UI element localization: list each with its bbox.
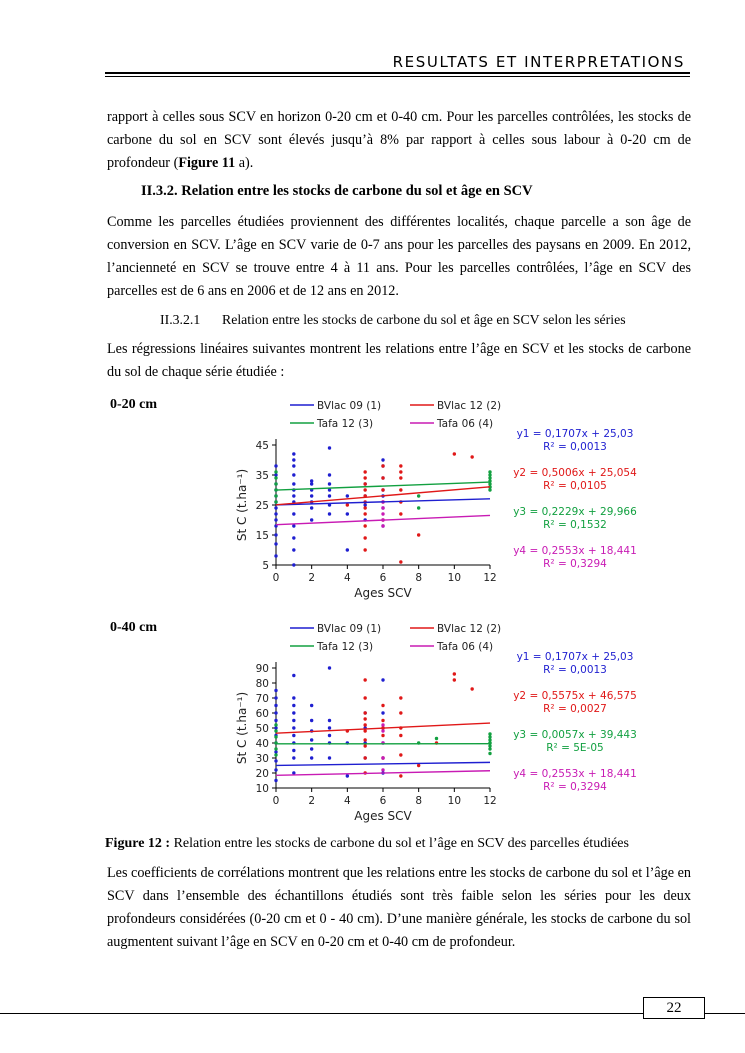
data-point (488, 735, 491, 738)
r-squared: R² = 0,0013 (543, 664, 607, 676)
data-point (292, 696, 295, 699)
x-tick-label: 4 (343, 795, 351, 807)
data-point (399, 734, 402, 737)
data-point (274, 711, 277, 714)
data-point (488, 473, 491, 476)
data-point (310, 738, 313, 741)
data-point (292, 771, 295, 774)
data-point (310, 704, 313, 707)
data-point (363, 512, 366, 515)
data-point (381, 768, 384, 771)
paragraph-1 (107, 106, 691, 175)
data-point (274, 554, 277, 557)
data-point (381, 729, 384, 732)
data-point (292, 719, 295, 722)
paragraph-1-text: rapport à celles sous SCV en horizon 0-20 cm et 0-40 cm. Pour les parcelles contrôlées, les stocks de carbone du sol en SCV sont élevés jusqu’à 8% par rapport à celles sous labour à 0-20 cm de profondeur ( (107, 109, 691, 171)
data-point (381, 723, 384, 726)
data-point (399, 464, 402, 467)
header-rule-thin (105, 76, 690, 77)
data-point (310, 494, 313, 497)
data-point (381, 704, 384, 707)
data-point (274, 518, 277, 521)
data-point (328, 719, 331, 722)
data-point (274, 719, 277, 722)
data-point (328, 473, 331, 476)
x-tick-label: 0 (272, 795, 280, 807)
data-point (274, 482, 277, 485)
y-tick-label: 30 (255, 753, 269, 765)
data-point (363, 503, 366, 506)
data-point (310, 506, 313, 509)
y-tick-label: 45 (255, 440, 269, 452)
data-point (488, 752, 491, 755)
data-point (292, 482, 295, 485)
x-tick-label: 6 (379, 795, 387, 807)
legend-label: BVlac 12 (2) (437, 623, 502, 635)
x-tick-label: 10 (447, 572, 462, 584)
data-point (363, 482, 366, 485)
data-point (292, 464, 295, 467)
data-point (346, 548, 349, 551)
data-point (310, 747, 313, 750)
data-point (399, 560, 402, 563)
x-tick-label: 2 (308, 795, 316, 807)
y-tick-label: 70 (255, 693, 269, 705)
data-point (292, 734, 295, 737)
y-tick-label: 5 (262, 560, 269, 572)
data-point (346, 512, 349, 515)
data-point (417, 764, 420, 767)
data-point (363, 717, 366, 720)
data-point (470, 455, 473, 458)
data-point (274, 696, 277, 699)
data-point (328, 494, 331, 497)
r-squared: R² = 0,1532 (543, 519, 607, 531)
regression-equation: y2 = 0,5006x + 25,054 (513, 467, 637, 479)
x-tick-label: 12 (483, 572, 497, 584)
data-point (435, 737, 438, 740)
x-tick-label: 8 (415, 795, 423, 807)
data-point (292, 674, 295, 677)
x-tick-label: 2 (308, 572, 316, 584)
regression-equation: y4 = 0,2553x + 18,441 (513, 768, 637, 780)
y-tick-label: 25 (255, 500, 269, 512)
data-point (274, 542, 277, 545)
legend-label: BVlac 09 (1) (317, 400, 382, 412)
y-tick-label: 35 (255, 470, 269, 482)
data-point (274, 729, 277, 732)
data-point (274, 473, 277, 476)
r-squared: R² = 0,3294 (543, 781, 607, 793)
r-squared: R² = 0,0013 (543, 441, 607, 453)
data-point (363, 678, 366, 681)
r-squared: R² = 0,0027 (543, 703, 607, 715)
y-tick-label: 60 (255, 708, 269, 720)
depth-label-0-40: 0-40 cm (110, 620, 158, 635)
data-point (363, 470, 366, 473)
data-point (381, 524, 384, 527)
data-point (363, 696, 366, 699)
x-tick-label: 12 (483, 795, 497, 807)
caption-text: Relation entre les stocks de carbone du sol et l’âge en SCV des parcelles étudiées (170, 836, 629, 851)
data-point (274, 506, 277, 509)
paragraph-1-end: a). (235, 155, 254, 171)
trend-line (276, 762, 490, 765)
data-point (292, 524, 295, 527)
x-tick-label: 10 (447, 795, 462, 807)
data-point (417, 506, 420, 509)
caption-label: Figure 12 : (105, 836, 171, 851)
y-tick-label: 40 (255, 738, 269, 750)
x-axis-label: Ages SCV (354, 809, 412, 823)
data-point (328, 446, 331, 449)
data-point (274, 723, 277, 726)
chart-0-40cm (230, 618, 660, 833)
data-point (488, 747, 491, 750)
data-point (381, 506, 384, 509)
data-point (488, 744, 491, 747)
paragraph-2: Comme les parcelles étudiées proviennent des différentes localités, chaque parcelle a son âge de conversion en SCV. L’âge en SCV varie de 0-7 ans pour les parcelles des paysans en 2009. En 2012, l’ancienneté en SCV se trouve entre 4 à 11 ans. Pour les parcelles contrôlées, l’âge en SCV des parcelles est de 6 ans en 2006 et de 12 ans en 2012. (107, 214, 691, 299)
scatter-chart-0-20 (230, 395, 660, 610)
data-point (399, 512, 402, 515)
data-point (363, 711, 366, 714)
data-point (274, 704, 277, 707)
data-point (346, 494, 349, 497)
data-point (274, 747, 277, 750)
data-point (417, 533, 420, 536)
data-point (328, 734, 331, 737)
data-point (292, 711, 295, 714)
x-tick-label: 0 (272, 572, 280, 584)
data-point (292, 726, 295, 729)
y-tick-label: 80 (255, 678, 269, 690)
data-point (381, 734, 384, 737)
data-point (363, 756, 366, 759)
data-point (328, 726, 331, 729)
data-point (310, 719, 313, 722)
section-heading: II.3.2. Relation entre les stocks de carbone du sol et âge en SCV (141, 183, 533, 199)
data-point (453, 452, 456, 455)
data-point (274, 464, 277, 467)
y-axis-label: St C (t.ha⁻¹) (235, 691, 249, 765)
data-point (328, 512, 331, 515)
data-point (310, 518, 313, 521)
figure-11-ref: Figure 11 (178, 155, 236, 171)
data-point (292, 494, 295, 497)
legend-label: Tafa 06 (4) (437, 418, 494, 430)
data-point (328, 482, 331, 485)
scatter-chart-0-40 (230, 618, 660, 833)
data-point (292, 473, 295, 476)
header-title: RESULTATS ET INTERPRETATIONS (392, 53, 685, 71)
data-point (381, 476, 384, 479)
data-point (363, 729, 366, 732)
data-point (363, 506, 366, 509)
r-squared: R² = 5E-05 (546, 742, 604, 754)
data-point (381, 458, 384, 461)
data-point (274, 750, 277, 753)
data-point (381, 711, 384, 714)
legend-label: Tafa 12 (3) (317, 641, 374, 653)
regression-equation: y3 = 0,0057x + 39,443 (513, 729, 637, 741)
subsection-number: II.3.2.1 (160, 312, 201, 327)
x-tick-label: 6 (379, 572, 387, 584)
data-point (292, 756, 295, 759)
x-axis-label: Ages SCV (354, 586, 412, 600)
data-point (292, 704, 295, 707)
data-point (381, 678, 384, 681)
trend-line (276, 515, 490, 524)
data-point (292, 749, 295, 752)
y-tick-label: 50 (255, 723, 269, 735)
y-tick-label: 90 (255, 663, 269, 675)
data-point (470, 687, 473, 690)
page-number: 22 (643, 997, 705, 1019)
data-point (363, 524, 366, 527)
data-point (274, 689, 277, 692)
data-point (381, 464, 384, 467)
regression-equation: y2 = 0,5575x + 46,575 (513, 690, 637, 702)
data-point (381, 488, 384, 491)
legend-label: Tafa 12 (3) (317, 418, 374, 430)
data-point (292, 512, 295, 515)
y-axis-label: St C (t.ha⁻¹) (235, 468, 249, 542)
regression-equation: y1 = 0,1707x + 25,03 (516, 428, 634, 440)
subsection-heading (160, 312, 626, 328)
footer-rule (0, 1013, 745, 1014)
data-point (310, 756, 313, 759)
chart-0-20cm (230, 395, 660, 610)
data-point (488, 738, 491, 741)
data-point (346, 503, 349, 506)
data-point (363, 738, 366, 741)
data-point (274, 494, 277, 497)
data-point (292, 548, 295, 551)
data-point (399, 711, 402, 714)
data-point (488, 470, 491, 473)
y-tick-label: 10 (255, 783, 269, 795)
regression-equation: y3 = 0,2229x + 29,966 (513, 506, 637, 518)
data-point (363, 744, 366, 747)
regression-equation: y4 = 0,2553x + 18,441 (513, 545, 637, 557)
data-point (399, 753, 402, 756)
data-point (292, 452, 295, 455)
data-point (363, 723, 366, 726)
data-point (381, 719, 384, 722)
data-point (274, 512, 277, 515)
data-point (399, 476, 402, 479)
depth-label-0-20: 0-20 cm (110, 397, 158, 412)
y-tick-label: 15 (255, 530, 269, 542)
subsection-title: Relation entre les stocks de carbone du sol et âge en SCV selon les séries (222, 312, 626, 327)
x-tick-label: 8 (415, 572, 423, 584)
data-point (274, 753, 277, 756)
data-point (346, 774, 349, 777)
data-point (453, 672, 456, 675)
legend-label: BVlac 12 (2) (437, 400, 502, 412)
data-point (274, 779, 277, 782)
data-point (274, 500, 277, 503)
data-point (488, 732, 491, 735)
data-point (488, 488, 491, 491)
y-tick-label: 20 (255, 768, 269, 780)
data-point (381, 512, 384, 515)
data-point (363, 536, 366, 539)
data-point (274, 726, 277, 729)
data-point (363, 548, 366, 551)
paragraph-3: Les régressions linéaires suivantes montrent les relations entre l’âge en SCV et les stocks de carbone du sol de chaque série étudiée : (107, 341, 691, 380)
x-tick-label: 4 (343, 572, 351, 584)
data-point (417, 494, 420, 497)
data-point (328, 756, 331, 759)
legend-label: Tafa 06 (4) (437, 641, 494, 653)
data-point (363, 476, 366, 479)
data-point (310, 482, 313, 485)
data-point (399, 774, 402, 777)
data-point (274, 476, 277, 479)
data-point (381, 756, 384, 759)
data-point (363, 488, 366, 491)
data-point (399, 488, 402, 491)
data-point (292, 563, 295, 566)
r-squared: R² = 0,3294 (543, 558, 607, 570)
data-point (274, 735, 277, 738)
data-point (274, 759, 277, 762)
regression-equation: y1 = 0,1707x + 25,03 (516, 651, 634, 663)
r-squared: R² = 0,0105 (543, 480, 607, 492)
data-point (274, 768, 277, 771)
data-point (310, 479, 313, 482)
data-point (453, 678, 456, 681)
paragraph-4: Les coefficients de corrélations montrent que les relations entre les stocks de carbone du sol et l’âge en SCV dans l’ensemble des échantillons étudiés sont très faible selon les séries pour les deux profondeurs considérées (0-20 cm et 0 - 40 cm). D’une manière générale, les stocks de carbone du sol augmentent suivant l’âge en SCV en 0-20 cm et 0-40 cm de profondeur. (107, 865, 691, 950)
legend-label: BVlac 09 (1) (317, 623, 382, 635)
data-point (274, 470, 277, 473)
data-point (399, 470, 402, 473)
data-point (292, 536, 295, 539)
figure-caption (105, 836, 629, 852)
data-point (488, 476, 491, 479)
header-rule (105, 72, 690, 74)
data-point (399, 696, 402, 699)
data-point (328, 666, 331, 669)
data-point (274, 533, 277, 536)
data-point (292, 458, 295, 461)
